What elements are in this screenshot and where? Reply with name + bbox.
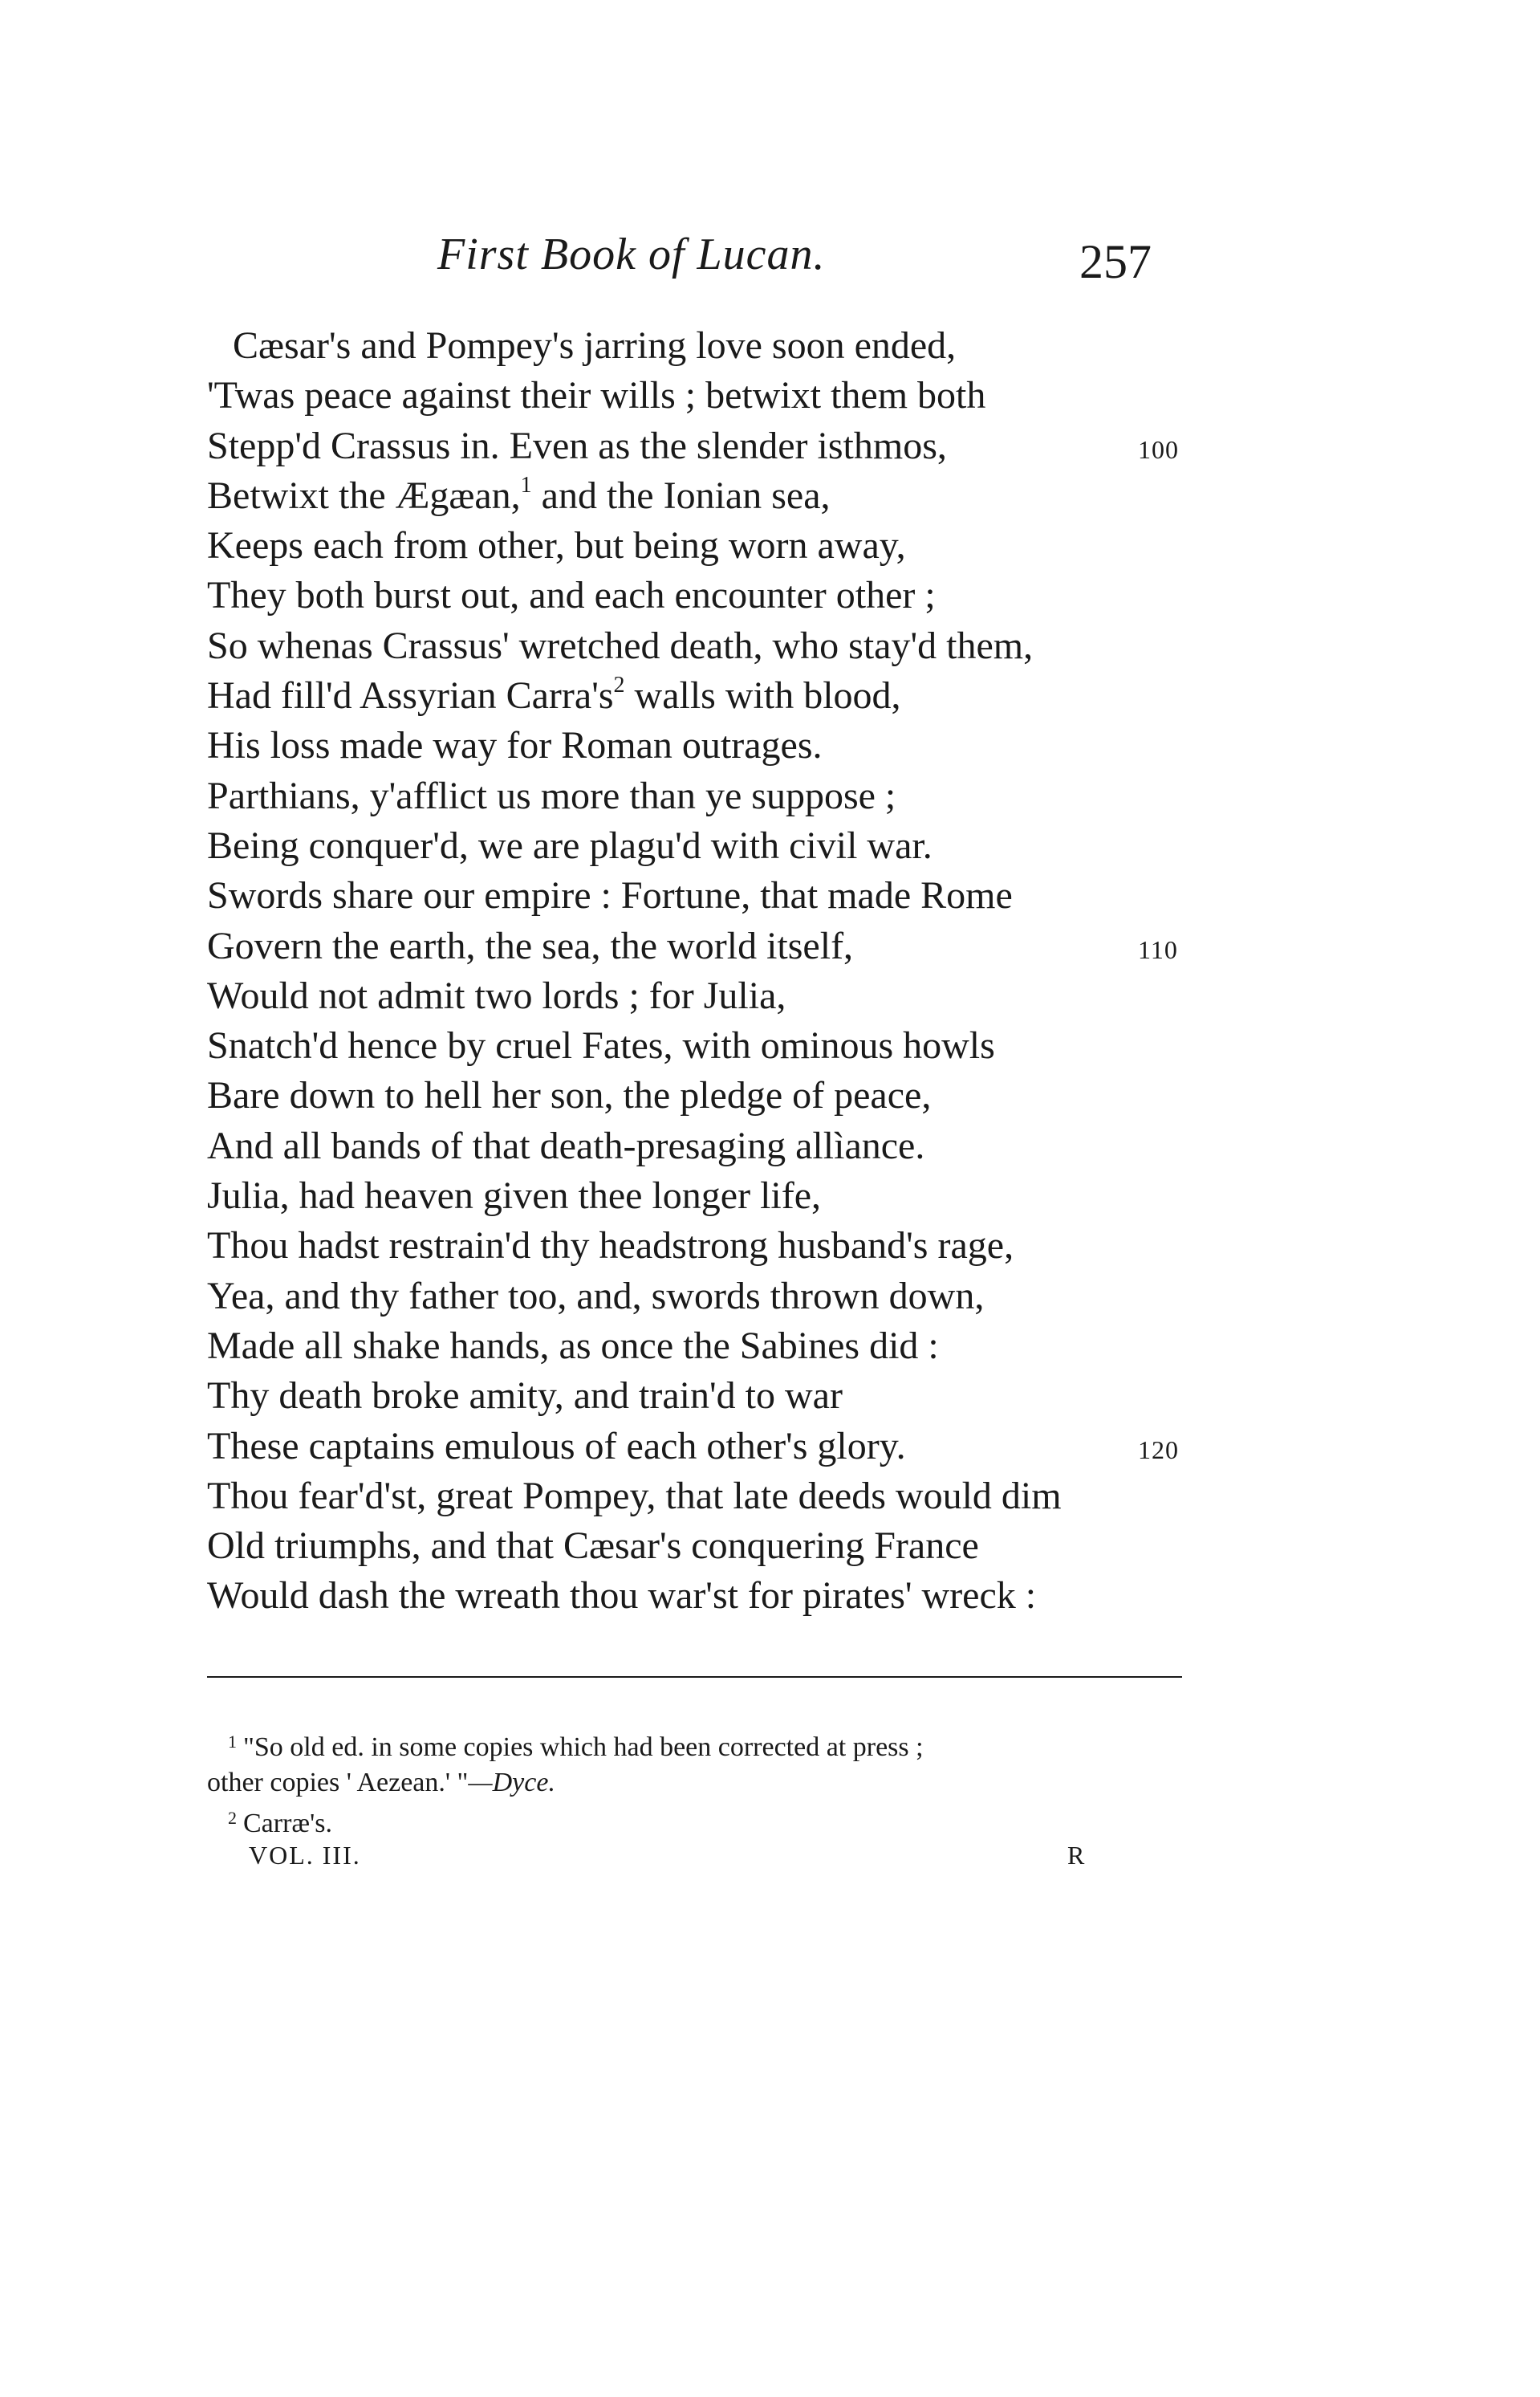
verse-text: These captains emulous of each other's glory. [207,1424,906,1467]
verse-line [207,421,1250,471]
line-number: 100 [1138,434,1179,464]
verse-line [207,1071,1250,1121]
footnote-1-continuation [207,1765,1202,1801]
verse-line [207,821,1250,871]
verse-line [207,871,1250,921]
gathering-mark: R [1067,1841,1087,1870]
verse-line [207,1571,1250,1621]
verse-text: Julia, had heaven given thee longer life, [207,1174,822,1218]
verse-text: Parthians, y'afflict us more than ye suppose ; [207,774,896,817]
verse-text: Would not admit two lords ; for Julia, [207,974,786,1017]
verse-line [207,1422,1250,1471]
line-number: 110 [1138,934,1178,964]
verse-text: His loss made way for Roman outrages. [207,724,823,767]
running-title: First Book of Lucan. [437,230,826,279]
verse-line [207,1121,1250,1171]
footnotes [207,1724,1202,1841]
verse-text: Old triumphs, and that Cæsar's conquering France [207,1524,979,1568]
verse-text: Cæsar's and Pompey's jarring love soon ended, [233,324,957,367]
verse-text: Made all shake hands, as once the Sabines did : [207,1324,939,1367]
verse-line [207,971,1250,1021]
volume-signature: VOL. III. [249,1841,361,1870]
verse-line [207,521,1250,571]
verse-text: They both burst out, and each encounter other ; [207,574,936,617]
footnote-1-text: "So old ed. in some copies which had been corrected at press ; [243,1732,924,1762]
footnote-divider [207,1676,1182,1678]
verse-text-continued: walls with blood, [624,674,901,718]
verse-line [207,1471,1250,1521]
verse-text: Snatch'd hence by cruel Fates, with ominous howls [207,1024,995,1068]
verse-text: Had fill'd Assyrian Carra's [207,674,614,718]
verse-line [207,471,1250,521]
verse-text: Thou hadst restrain'd thy headstrong husband's rage, [207,1224,1014,1268]
verse-text: Being conquer'd, we are plagu'd with civil war. [207,824,933,867]
verse-text: So whenas Crassus' wretched death, who stay'd them, [207,624,1034,667]
verse-text: Stepp'd Crassus in. Even as the slender isthmos, [207,424,947,467]
verse-text: Bare down to hell her son, the pledge of peace, [207,1074,932,1117]
page-number: 257 [1079,235,1152,288]
footnote-reference: 1 [520,472,532,498]
line-number: 120 [1138,1435,1179,1464]
footnote-1 [207,1724,1202,1801]
verse-line [207,1521,1250,1571]
verse-line [207,671,1250,721]
verse-text-continued: and the Ionian sea, [531,474,831,517]
verse-line [207,1371,1250,1421]
verse-line [207,771,1250,821]
verse-line [207,1272,1250,1321]
verse-text: Would dash the wreath thou war'st for pirates' wreck : [207,1574,1037,1618]
verse-text: Thou fear'd'st, great Pompey, that late deeds would dim [207,1474,1062,1517]
poem-body [207,321,1250,1622]
footnote-1-text-cont: other copies ' Aezean.' " [207,1768,469,1797]
verse-text: Govern the earth, the sea, the world itself, [207,924,854,967]
verse-text: 'Twas peace against their wills ; betwixt them both [207,374,986,417]
footnote-reference: 2 [613,673,625,698]
verse-line [207,371,1250,421]
verse-line [207,1321,1250,1371]
footnote-2-text: Carræ's. [243,1809,332,1838]
verse-line [207,621,1250,671]
footnote-1-author: —Dyce. [468,1768,555,1797]
verse-line [207,321,1250,371]
verse-line [207,721,1250,771]
verse-line [207,1221,1250,1271]
verse-text: And all bands of that death-presaging allìance. [207,1124,925,1167]
verse-text: Swords share our empire : Fortune, that made Rome [207,874,1013,918]
footnote-2 [207,1801,1202,1841]
verse-line [207,1171,1250,1221]
verse-text: Betwixt the Ægæan, [207,474,521,517]
verse-text: Thy death broke amity, and train'd to war [207,1374,843,1418]
verse-text: Yea, and thy father too, and, swords thrown down, [207,1274,985,1317]
verse-text: Keeps each from other, but being worn away, [207,524,906,568]
verse-line [207,1021,1250,1071]
footnote-1-marker: 1 [228,1732,237,1752]
verse-line [207,571,1250,621]
verse-line [207,922,1250,971]
footnote-2-marker: 2 [228,1808,237,1828]
